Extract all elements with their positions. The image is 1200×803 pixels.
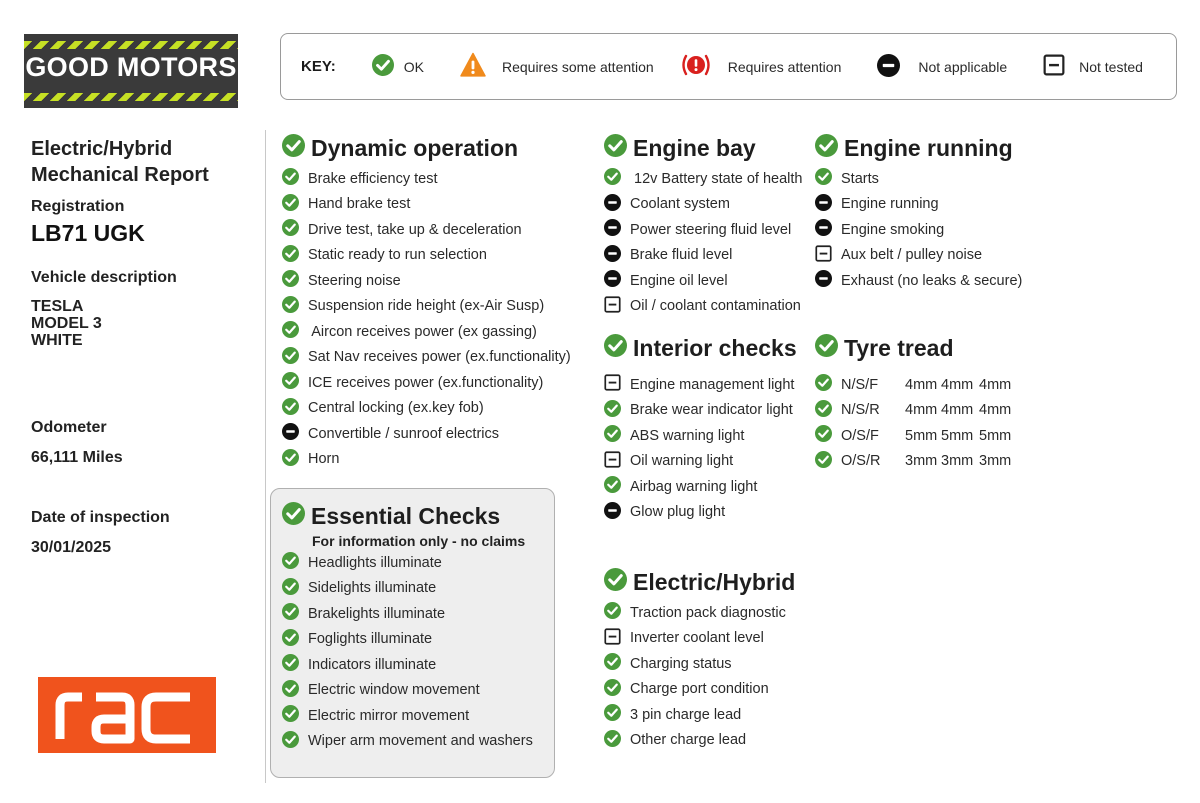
section-title: Interior checks [633,334,797,361]
tread-depth-1: 4mm [905,376,938,393]
check-item-label: Coolant system [630,196,730,213]
dynamic-operation-section [282,133,571,472]
section-title: Dynamic operation [311,134,519,161]
check-item-label: Oil warning light [630,453,734,470]
tyre-tread-table [815,372,1015,474]
section-title: Engine running [844,134,1013,161]
check-item-label: Engine management light [630,376,795,393]
check-item [604,217,803,243]
check-item-label: Airbag warning light [630,478,758,495]
logo-text: GOOD MOTORS [25,52,237,82]
key-attention [680,49,842,84]
engine-bay-section [604,133,803,319]
ok-check-icon [282,731,299,752]
check-item [604,626,795,652]
check-item-label: Engine oil level [630,272,728,289]
check-item [282,345,571,371]
ok-check-icon [282,270,299,291]
ok-check-icon [604,602,621,623]
logo-stripe-bottom [24,93,238,101]
ok-check-icon [282,296,299,317]
tread-depth-3: 4mm [979,376,1012,393]
not-applicable-icon [877,54,900,80]
check-item [282,421,571,447]
check-item-label: Sidelights illuminate [308,580,437,597]
check-item-label: Headlights illuminate [308,554,442,571]
checklist [282,166,571,472]
ok-check-icon [815,134,838,162]
check-item-label: Electric mirror movement [308,707,470,724]
check-item-label: Brake wear indicator light [630,402,793,419]
ok-check-icon [815,334,838,362]
check-item-label: Sat Nav receives power (ex.functionality) [308,349,571,366]
ok-check-icon [815,425,832,446]
ok-check-icon [282,219,299,240]
rac-logo [38,677,216,753]
ok-check-icon [282,398,299,419]
info-note: For information only - no claims [312,533,526,549]
check-item-label: 3 pin charge lead [630,706,742,723]
section-title: Essential Checks [311,502,501,529]
ok-check-icon [282,603,299,624]
odometer-value: 66,111 Miles [31,449,123,466]
not-applicable-icon [815,219,832,240]
rac-logo-text [216,677,217,678]
check-item [815,192,1022,218]
check-item-label: Charge port condition [630,681,769,698]
report-title-line2: Mechanical Report [31,164,209,186]
key-ok-label: OK [403,58,424,75]
check-item [604,268,803,294]
check-item-label: Central locking (ex.key fob) [308,400,484,417]
not-tested-icon [1043,54,1065,79]
not-tested-icon [604,296,621,317]
tyre-row [815,423,1015,449]
tyre-row [815,449,1015,475]
check-item [282,166,571,192]
check-item-label: Brake efficiency test [308,170,438,187]
not-applicable-icon [282,423,299,444]
report-title-line1: Electric/Hybrid [31,138,173,160]
check-item-label: Steering noise [308,272,401,289]
check-item-label: Indicators illuminate [308,656,437,673]
tyre-tread-section [815,333,1015,474]
ok-check-icon [815,168,832,189]
ok-check-icon [282,705,299,726]
odometer-label: Odometer [31,419,107,436]
tread-depth-2: 4mm [941,376,974,393]
tyre-tread-heading [815,333,1015,363]
checklist [604,600,795,753]
check-item-label: Starts [841,170,879,187]
tread-depth-3: 3mm [979,453,1012,470]
check-item [604,677,795,703]
check-item [604,372,797,398]
checklist [815,166,1022,294]
ok-check-icon [282,245,299,266]
check-item [815,217,1022,243]
vehicle-colour: WHITE [31,332,83,349]
key-title: KEY: [301,58,336,75]
check-item-label: Brakelights illuminate [308,605,446,622]
check-item [282,243,571,269]
essential-heading [282,501,533,531]
not-tested-icon [815,245,832,266]
check-item [604,166,803,192]
check-item [604,500,797,526]
check-item-label: Engine smoking [841,221,945,238]
check-item [282,319,571,345]
engine-running-section [815,133,1022,294]
rac-logo-mark [38,677,216,753]
ok-check-icon [282,552,299,573]
key-ok [372,54,424,79]
check-item [815,166,1022,192]
check-item [604,651,795,677]
check-item-label: Traction pack diagnostic [630,604,786,621]
ok-check-icon [282,654,299,675]
check-item [282,678,533,704]
ok-check-icon [282,321,299,342]
tyre-row [815,398,1015,424]
ok-check-icon [604,134,627,162]
check-item-label: Brake fluid level [630,247,733,264]
not-tested-icon [604,374,621,395]
check-item [604,702,795,728]
ok-check-icon [604,334,627,362]
vehicle-info-panel [31,136,256,557]
check-item [282,192,571,218]
ok-check-icon [604,568,627,596]
ok-check-icon [604,653,621,674]
inspection-date-value: 30/01/2025 [31,539,112,556]
check-item-label: Horn [308,451,340,468]
check-item [282,729,533,755]
ok-check-icon [282,578,299,599]
dynamic-heading [282,133,571,163]
not-applicable-icon [604,219,621,240]
check-item [815,268,1022,294]
check-item [604,243,803,269]
electric-hybrid-section [604,567,795,753]
section-title: Engine bay [633,134,756,161]
check-item-label: Engine running [841,196,939,213]
good-motors-logo [24,34,238,108]
check-item [604,600,795,626]
tyre-position: N/S/R [841,402,880,419]
not-applicable-icon [815,194,832,215]
key-not-applicable [877,54,1007,80]
check-item-label: Static ready to run selection [308,247,487,264]
check-item-label: Exhaust (no leaks & secure) [841,272,1023,289]
check-item [604,192,803,218]
check-item-label: Suspension ride height (ex-Air Susp) [308,298,545,315]
tread-depth-2: 4mm [941,402,974,419]
not-tested-icon [604,628,621,649]
checklist [604,166,803,319]
engine-bay-heading [604,133,803,163]
tyre-position: O/S/F [841,427,879,444]
essential-checks-section [282,501,533,754]
ok-check-icon [815,400,832,421]
check-item-label: ICE receives power (ex.functionality) [308,374,544,391]
check-item [282,370,571,396]
check-item [282,576,533,602]
check-item [282,550,533,576]
registration-label: Registration [31,198,125,215]
check-item-label: Other charge lead [630,732,747,749]
interior-checks-section [604,333,797,525]
key-attention-label: Requires attention [727,58,842,75]
ok-check-icon [372,54,394,79]
ok-check-icon [815,374,832,395]
check-item-label: Wiper arm movement and washers [308,733,533,750]
check-item-label: 12v Battery state of health [630,170,803,187]
registration-value: LB71 UGK [31,220,145,246]
check-item [604,398,797,424]
ok-check-icon [604,425,621,446]
tread-depth-2: 3mm [941,453,974,470]
not-applicable-icon [604,270,621,291]
check-item-label: Foglights illuminate [308,631,433,648]
ok-check-icon [282,134,305,162]
check-item-label: Aircon receives power (ex gassing) [308,323,537,340]
check-item [604,728,795,754]
vehicle-make: TESLA [31,298,84,315]
column-divider [265,130,266,783]
not-applicable-icon [604,502,621,523]
key-some-attention-label: Requires some attention [501,58,654,75]
check-item-label: Inverter coolant level [630,630,764,647]
check-item-label: Hand brake test [308,196,411,213]
ok-check-icon [282,347,299,368]
ok-check-icon [282,629,299,650]
tyre-position: O/S/R [841,453,881,470]
check-item-label: Glow plug light [630,504,726,521]
warning-triangle-icon [460,52,486,81]
not-applicable-icon [604,194,621,215]
check-item-label: Power steering fluid level [630,221,792,238]
check-item-label: Drive test, take up & deceleration [308,221,522,238]
check-item [282,396,571,422]
checklist [604,372,797,525]
check-item-label: Convertible / sunroof electrics [308,425,499,442]
key-not-tested [1043,54,1143,79]
ok-check-icon [604,400,621,421]
check-item [604,423,797,449]
check-item-label: Oil / coolant contamination [630,298,801,315]
section-title: Tyre tread [844,334,954,361]
key-some-attention [460,52,654,81]
key-not-applicable-label: Not applicable [918,58,1008,75]
check-item [282,652,533,678]
ok-check-icon [604,679,621,700]
section-title: Electric/Hybrid [633,568,796,595]
key-not-tested-label: Not tested [1079,58,1143,75]
tyre-row [815,372,1015,398]
engine-running-heading [815,133,1022,163]
ok-check-icon [282,449,299,470]
electric-heading [604,567,795,597]
check-item-label: Aux belt / pulley noise [841,247,983,264]
check-item [282,703,533,729]
check-item [604,474,797,500]
check-item [282,601,533,627]
status-key [280,33,1177,100]
ok-check-icon [604,704,621,725]
check-item-label: Charging status [630,655,732,672]
vehicle-description-label: Vehicle description [31,269,177,286]
not-tested-icon [604,451,621,472]
ok-check-icon [815,451,832,472]
interior-heading [604,333,797,363]
ok-check-icon [604,476,621,497]
check-item [282,268,571,294]
check-item [282,217,571,243]
tread-depth-1: 3mm [905,453,938,470]
tread-depth-1: 4mm [905,402,938,419]
tread-depth-2: 5mm [941,427,974,444]
inspection-date-label: Date of inspection [31,509,170,526]
ok-check-icon [604,168,621,189]
ok-check-icon [282,680,299,701]
ok-check-icon [282,168,299,189]
tread-depth-3: 4mm [979,402,1012,419]
vehicle-model: MODEL 3 [31,315,102,332]
check-item-label: ABS warning light [630,427,745,444]
check-item-label: Electric window movement [308,682,480,699]
tread-depth-3: 5mm [979,427,1012,444]
tread-depth-1: 5mm [905,427,938,444]
not-applicable-icon [604,245,621,266]
ok-check-icon [282,502,305,530]
ok-check-icon [282,372,299,393]
check-item [604,294,803,320]
ok-check-icon [282,194,299,215]
ok-check-icon [604,730,621,751]
check-item [282,627,533,653]
checklist [282,550,533,754]
attention-alert-icon [680,49,712,84]
tyre-position: N/S/F [841,376,879,393]
check-item [815,243,1022,269]
check-item [282,294,571,320]
check-item [604,449,797,475]
not-applicable-icon [815,270,832,291]
check-item [282,447,571,473]
logo-stripe-top [24,41,238,49]
